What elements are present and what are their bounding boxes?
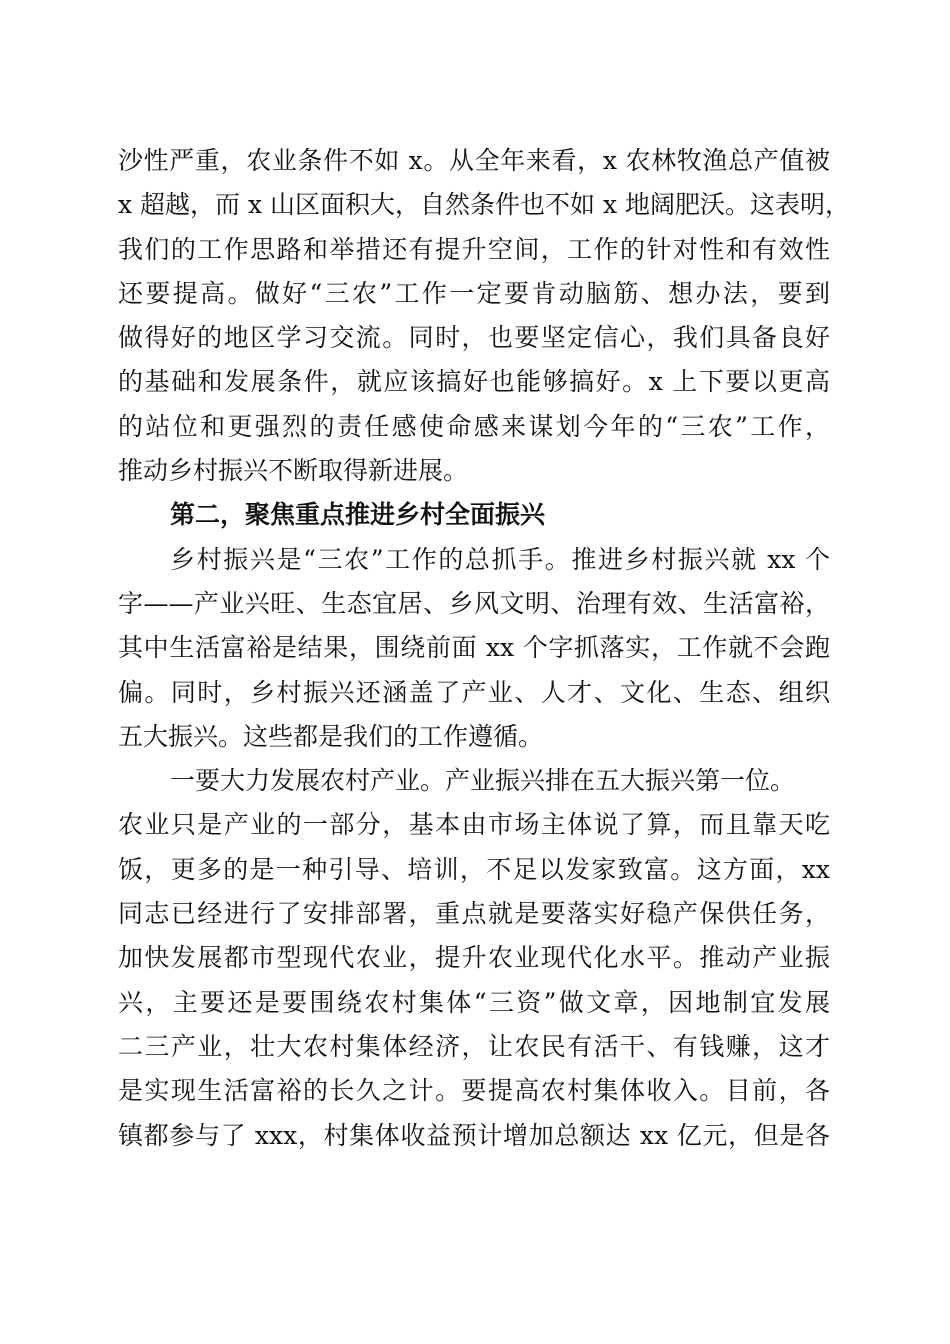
text-line: 其中生活富裕是结果，围绕前面 xx 个字抓落实，工作就不会跑 xyxy=(118,633,830,663)
text-line: 沙性严重，农业条件不如 x。从全年来看，x 农林牧渔总产值被 xyxy=(118,146,830,175)
text-line: 一要大力发展农村产业。产业振兴排在五大振兴第一位。 xyxy=(170,766,796,796)
text-line: 兴，主要还是要围绕农村集体“三资”做文章，因地制宜发展 xyxy=(118,987,830,1017)
text-line: 二三产业，壮大农村集体经济，让农民有活干、有钱赚，这才 xyxy=(118,1031,830,1061)
text-line: 做得好的地区学习交流。同时，也要坚定信心，我们具备良好 xyxy=(118,323,830,353)
text-line: 五大振兴。这些都是我们的工作遵循。 xyxy=(118,721,544,751)
text-line: 饭，更多的是一种引导、培训，不足以发家致富。这方面，xx xyxy=(118,854,830,884)
text-line: 镇都参与了 xxx，村集体收益预计增加总额达 xx 亿元，但是各 xyxy=(118,1120,830,1150)
text-line: 农业只是产业的一部分，基本由市场主体说了算，而且靠天吃 xyxy=(118,810,830,840)
text-line: 推动乡村振兴不断取得新进展。 xyxy=(118,456,469,486)
text-line: 是实现生活富裕的长久之计。要提高农村集体收入。目前，各 xyxy=(118,1076,830,1106)
section-heading: 第二，聚焦重点推进乡村全面振兴 xyxy=(170,500,546,530)
text-line: 乡村振兴是“三农”工作的总抓手。推进乡村振兴就 xx 个 xyxy=(170,544,830,574)
text-line: 我们的工作思路和举措还有提升空间，工作的针对性和有效性 xyxy=(118,234,830,264)
text-line: 还要提高。做好“三农”工作一定要肯动脑筋、想办法，要到 xyxy=(118,278,830,308)
text-line: 加快发展都市型现代农业，提升农业现代化水平。推动产业振 xyxy=(118,943,830,973)
body-text xyxy=(118,139,851,1158)
text-line: 的基础和发展条件，就应该搞好也能够搞好。x 上下要以更高 xyxy=(118,367,830,397)
text-line: 偏。同时，乡村振兴还涵盖了产业、人才、文化、生态、组织 xyxy=(118,677,830,707)
text-line: 字——产业兴旺、生态宜居、乡风文明、治理有效、生活富裕， xyxy=(118,588,830,618)
text-line: 同志已经进行了安排部署，重点就是要落实好稳产保供任务， xyxy=(118,899,830,929)
text-line: x 超越，而 x 山区面积大，自然条件也不如 x 地阔肥沃。这表明， xyxy=(118,190,851,220)
text-line: 的站位和更强烈的责任感使命感来谋划今年的“三农”工作， xyxy=(118,411,830,441)
